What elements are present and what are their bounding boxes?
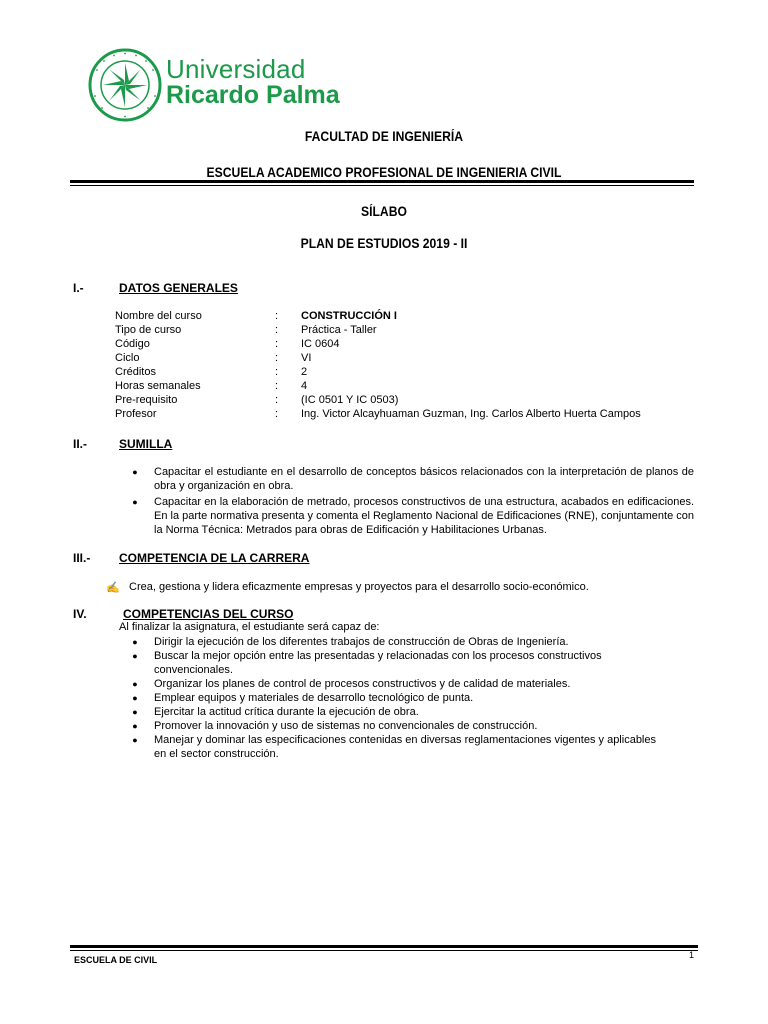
school-heading: ESCUELA ACADEMICO PROFESIONAL DE INGENIERIA CIVIL	[206, 165, 562, 180]
list-item-text: Buscar la mejor opción entre las presentadas y relacionadas con los procesos constructivos convencionales.	[154, 650, 602, 676]
section-1-title: DATOS GENERALES	[119, 281, 238, 295]
data-label: Profesor	[115, 408, 157, 420]
header-divider-thin	[70, 185, 694, 186]
data-value: VI	[301, 352, 312, 364]
data-row-credits	[115, 365, 641, 379]
data-colon: :	[275, 324, 279, 336]
bullet-icon: ●	[132, 735, 138, 745]
data-value: 2	[301, 366, 308, 378]
data-row-course-type	[115, 323, 641, 337]
bullet-icon: ●	[132, 693, 138, 703]
list-item	[130, 719, 670, 733]
list-item-text: Promover la innovación y uso de sistemas no convencionales de construcción.	[154, 720, 538, 732]
data-colon: :	[275, 366, 279, 378]
data-value: (IC 0501 Y IC 0503)	[301, 394, 399, 406]
faculty-heading: FACULTAD DE INGENIERÍA	[304, 129, 464, 144]
data-value: IC 0604	[301, 338, 340, 350]
section-2-title: SUMILLA	[119, 437, 173, 451]
list-item-text: Organizar los planes de control de procesos constructivos y de calidad de materiales.	[154, 678, 571, 690]
list-item	[130, 465, 694, 493]
section-3-number: III.-	[73, 551, 91, 565]
section-4-title: COMPETENCIAS DEL CURSO	[123, 607, 294, 621]
list-item	[130, 677, 670, 691]
list-item	[130, 691, 670, 705]
data-value: Práctica - Taller	[301, 324, 377, 336]
bullet-icon: ●	[132, 637, 138, 647]
data-colon: :	[275, 352, 279, 364]
list-item-text: Emplear equipos y materiales de desarrollo tecnológico de punta.	[154, 692, 474, 704]
bullet-icon: ●	[132, 721, 138, 731]
logo-line-universidad: Universidad	[166, 54, 306, 84]
bullet-icon: ●	[132, 651, 138, 661]
section-1-number: I.-	[73, 281, 84, 295]
course-competencies-list	[130, 635, 670, 761]
logo-wordmark	[166, 56, 340, 108]
data-label: Nombre del curso	[115, 310, 202, 322]
list-item-text: Capacitar el estudiante en el desarrollo de conceptos básicos relacionados con la interpretación de planos de obra y organización en obra.	[154, 466, 694, 492]
summary-list	[130, 465, 694, 537]
section-4-number: IV.	[73, 607, 87, 621]
list-item-text: Dirigir la ejecución de los diferentes trabajos de construcción de Obras de Ingeniería.	[154, 636, 569, 648]
data-row-weekly-hours	[115, 379, 641, 393]
data-colon: :	[275, 310, 279, 322]
bullet-icon: ●	[132, 679, 138, 689]
footer-divider-thin	[70, 950, 698, 951]
data-row-cycle	[115, 351, 641, 365]
bullet-icon: ●	[132, 497, 138, 507]
data-row-code	[115, 337, 641, 351]
list-item	[130, 649, 670, 677]
data-colon: :	[275, 338, 279, 350]
data-colon: :	[275, 408, 279, 420]
list-item-text: Capacitar en la elaboración de metrado, procesos constructivos de una estructura, acabados en edificaciones. En la parte normativa presenta y comenta el Reglamento Nacional de Edificaciones (RNE), conjuntamente con la Norma Técnica: Metrados para obras de Edificación y Habilitaciones Urbanas.	[154, 496, 694, 536]
data-value: 4	[301, 380, 308, 392]
bullet-icon: ●	[132, 707, 138, 717]
data-label: Pre-requisito	[115, 394, 178, 406]
list-item	[130, 733, 670, 761]
page-number: 1	[689, 950, 695, 960]
section-3-title: COMPETENCIA DE LA CARRERA	[119, 551, 310, 565]
list-item	[130, 495, 694, 537]
logo-line-ricardo-palma: Ricardo Palma	[166, 81, 340, 109]
data-row-course-name	[115, 309, 641, 323]
study-plan-heading: PLAN DE ESTUDIOS 2019 - II	[300, 236, 468, 251]
data-value: CONSTRUCCIÓN I	[301, 310, 397, 322]
list-item	[130, 705, 670, 719]
data-row-professor	[115, 407, 641, 421]
data-label: Créditos	[115, 366, 156, 378]
data-label: Ciclo	[115, 352, 140, 364]
list-item	[130, 635, 670, 649]
writing-hand-icon: ✍	[106, 582, 120, 594]
data-colon: :	[275, 380, 279, 392]
career-competency-text: Crea, gestiona y lidera eficazmente empresas y proyectos para el desarrollo socio-económico.	[129, 581, 589, 593]
list-item-text: Manejar y dominar las especificaciones contenidas en diversas reglamentaciones vigentes y aplicables en el sector construcción.	[154, 734, 656, 760]
university-logo	[74, 44, 374, 126]
data-row-prerequisite	[115, 393, 641, 407]
data-label: Tipo de curso	[115, 324, 182, 336]
footer-divider-thick	[70, 945, 698, 948]
footer-school: ESCUELA DE CIVIL	[74, 955, 158, 965]
section-2-number: II.-	[73, 437, 87, 451]
document-type-heading: SÍLABO	[361, 204, 407, 219]
data-value: Ing. Victor Alcayhuaman Guzman, Ing. Carlos Alberto Huerta Campos	[301, 408, 641, 420]
university-seal-icon	[88, 48, 162, 122]
list-item-text: Ejercitar la actitud crítica durante la ejecución de obra.	[154, 706, 419, 718]
general-data-table	[115, 309, 641, 421]
data-colon: :	[275, 394, 279, 406]
data-label: Código	[115, 338, 150, 350]
competencies-intro: Al finalizar la asignatura, el estudiante será capaz de:	[119, 621, 380, 633]
header-divider-thick	[70, 180, 694, 183]
career-competency-item	[106, 580, 589, 594]
bullet-icon: ●	[132, 467, 138, 477]
data-label: Horas semanales	[115, 380, 201, 392]
